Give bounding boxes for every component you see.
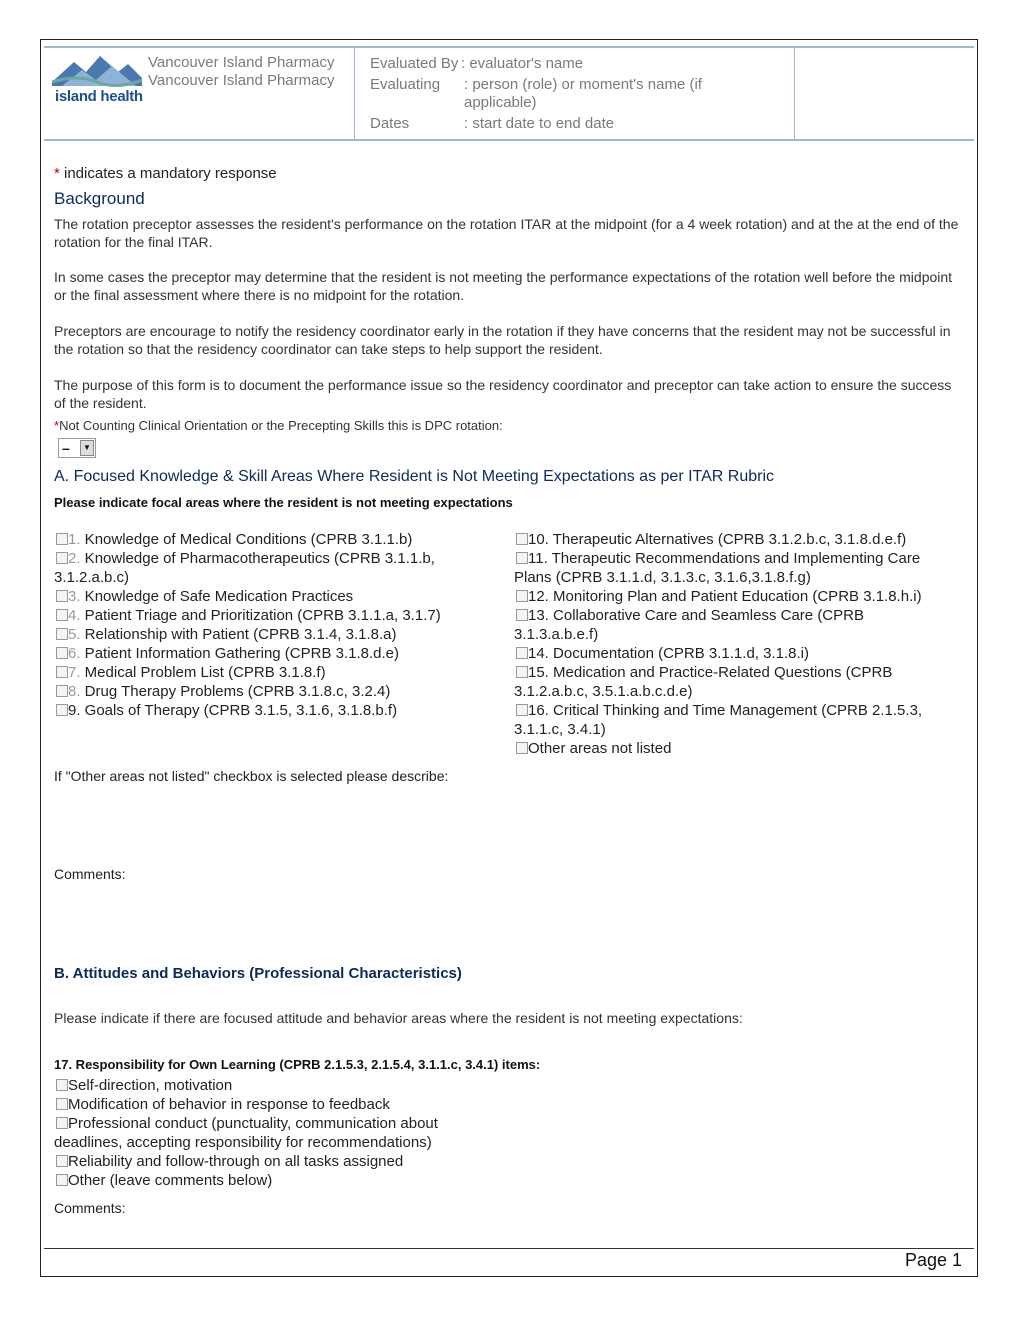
required-star: * bbox=[54, 165, 60, 182]
checkbox[interactable] bbox=[56, 590, 68, 602]
item-label: 15. Medication and Practice-Related Questions (CPRB bbox=[528, 664, 893, 681]
checkbox[interactable] bbox=[56, 533, 68, 545]
footer-rule bbox=[44, 1248, 974, 1249]
item-label: Reliability and follow-through on all tasks assigned bbox=[68, 1153, 404, 1170]
item-label: 16. Critical Thinking and Time Management (CPRB 2.1.5.3, bbox=[528, 702, 923, 719]
comments-label: Comments: bbox=[54, 1200, 126, 1216]
item-label-continued: 3.1.1.c, 3.4.1) bbox=[514, 721, 606, 738]
item-label: 11. Therapeutic Recommendations and Implementing Care bbox=[528, 550, 921, 567]
other-areas-prompt: If "Other areas not listed" checkbox is selected please describe: bbox=[54, 768, 449, 784]
item-label: 13. Collaborative Care and Seamless Care (CPRB bbox=[528, 607, 864, 624]
checkbox[interactable] bbox=[56, 1079, 68, 1091]
checkbox[interactable] bbox=[56, 609, 68, 621]
header-divider bbox=[354, 48, 355, 139]
list-item[interactable] bbox=[56, 530, 412, 549]
header-top-rule bbox=[44, 46, 974, 48]
item-label: Relationship with Patient (CPRB 3.1.4, 3.1.8.a) bbox=[80, 626, 397, 643]
checkbox[interactable] bbox=[56, 685, 68, 697]
dpc-select[interactable] bbox=[58, 438, 96, 458]
background-paragraph: In some cases the preceptor may determine that the resident is not meeting the performance expectations of the rotation well before the midpoint or the final assessment where there is no midpoint for the rotation. bbox=[54, 269, 953, 303]
item-label: 10. Therapeutic Alternatives (CPRB 3.1.2.b.c, 3.1.8.d.e.f) bbox=[528, 531, 907, 548]
item-number: 2. bbox=[68, 550, 81, 567]
list-item[interactable] bbox=[516, 530, 906, 549]
list-item[interactable] bbox=[56, 1095, 390, 1114]
item-label: Patient Information Gathering (CPRB 3.1.8.d.e) bbox=[80, 645, 400, 662]
header-divider bbox=[794, 48, 795, 139]
list-item[interactable] bbox=[56, 682, 390, 701]
list-item[interactable] bbox=[56, 644, 399, 663]
item-label-continued: 3.1.2.a.b.c) bbox=[54, 569, 130, 586]
list-item[interactable] bbox=[56, 1076, 232, 1095]
checkbox[interactable] bbox=[516, 742, 528, 754]
list-item[interactable] bbox=[516, 644, 809, 663]
item-label: 9. Goals of Therapy (CPRB 3.1.5, 3.1.6, 3.1.8.b.f) bbox=[68, 702, 398, 719]
chevron-down-icon[interactable]: ▼ bbox=[80, 440, 94, 456]
item-number: 1. bbox=[68, 531, 81, 548]
page-number: Page 1 bbox=[905, 1250, 963, 1270]
section-a-subtitle: Please indicate focal areas where the resident is not meeting expectations bbox=[54, 495, 513, 510]
checkbox[interactable] bbox=[56, 704, 68, 716]
list-item[interactable] bbox=[56, 606, 441, 625]
list-item[interactable] bbox=[56, 587, 353, 606]
checkbox[interactable] bbox=[56, 1117, 68, 1129]
evaluated-by-label: Evaluated By bbox=[370, 55, 459, 72]
item-label: Other (leave comments below) bbox=[68, 1172, 273, 1189]
q17-title: 17. Responsibility for Own Learning (CPRB 2.1.5.3, 2.1.5.4, 3.1.1.c, 3.4.1) items: bbox=[54, 1057, 541, 1072]
item-number: 6. bbox=[68, 645, 81, 662]
checkbox[interactable] bbox=[516, 704, 528, 716]
list-item[interactable] bbox=[516, 606, 864, 625]
item-label: Knowledge of Safe Medication Practices bbox=[80, 588, 354, 605]
checkbox[interactable] bbox=[56, 628, 68, 640]
dates-label: Dates bbox=[370, 115, 410, 132]
list-item[interactable] bbox=[56, 549, 435, 568]
evaluating-value: : person (role) or moment's name (if applicable) bbox=[464, 76, 702, 111]
item-number: 7. bbox=[68, 664, 81, 681]
item-label: Knowledge of Pharmacotherapeutics (CPRB 3.1.1.b, bbox=[80, 550, 435, 567]
dpc-question bbox=[54, 417, 960, 435]
background-paragraph: The rotation preceptor assesses the resident's performance on the rotation ITAR at the midpoint (for a 4 week rotation) and at the at the end of the rotation for the final ITAR. bbox=[54, 216, 959, 250]
item-label: Self-direction, motivation bbox=[68, 1077, 233, 1094]
item-label-continued: 3.1.2.a.b.c, 3.5.1.a.b.c.d.e) bbox=[514, 683, 693, 700]
item-label: Knowledge of Medical Conditions (CPRB 3.1.1.b) bbox=[80, 531, 413, 548]
dates-value: : start date to end date bbox=[464, 115, 615, 132]
checkbox[interactable] bbox=[56, 1098, 68, 1110]
list-item[interactable] bbox=[56, 625, 397, 644]
item-label: Medical Problem List (CPRB 3.1.8.f) bbox=[80, 664, 326, 681]
checkbox[interactable] bbox=[516, 533, 528, 545]
checkbox[interactable] bbox=[56, 666, 68, 678]
checkbox[interactable] bbox=[56, 647, 68, 659]
list-item[interactable] bbox=[516, 701, 922, 720]
mandatory-note bbox=[54, 165, 277, 183]
checkbox[interactable] bbox=[516, 666, 528, 678]
checkbox[interactable] bbox=[516, 590, 528, 602]
list-item[interactable] bbox=[516, 663, 892, 682]
logo-text: island health bbox=[55, 88, 143, 105]
item-label: Professional conduct (punctuality, communication about bbox=[68, 1115, 438, 1132]
checkbox[interactable] bbox=[516, 647, 528, 659]
checkbox[interactable] bbox=[516, 609, 528, 621]
section-a-title: A. Focused Knowledge & Skill Areas Where Resident is Not Meeting Expectations as per ITAR Rubric bbox=[54, 468, 775, 485]
list-item[interactable] bbox=[56, 1114, 438, 1133]
item-label: Patient Triage and Prioritization (CPRB 3.1.1.a, 3.1.7) bbox=[80, 607, 441, 624]
list-item[interactable] bbox=[56, 1152, 403, 1171]
list-item[interactable] bbox=[56, 701, 397, 720]
org-name: Vancouver Island Pharmacy bbox=[148, 54, 335, 71]
item-label: Other areas not listed bbox=[528, 740, 672, 757]
checkbox[interactable] bbox=[56, 1155, 68, 1167]
item-number: 8. bbox=[68, 683, 81, 700]
item-label-continued: deadlines, accepting responsibility for recommendations) bbox=[54, 1134, 432, 1151]
item-number: 4. bbox=[68, 607, 81, 624]
list-item[interactable] bbox=[516, 739, 671, 758]
evaluating-label: Evaluating bbox=[370, 76, 441, 93]
background-paragraph: The purpose of this form is to document the performance issue so the residency coordinator and preceptor can take action to ensure the success of the resident. bbox=[54, 377, 952, 411]
org-name: Vancouver Island Pharmacy bbox=[148, 72, 335, 89]
mandatory-note-text: indicates a mandatory response bbox=[59, 165, 277, 182]
item-label: Drug Therapy Problems (CPRB 3.1.8.c, 3.2.4) bbox=[80, 683, 391, 700]
item-label: 12. Monitoring Plan and Patient Education (CPRB 3.1.8.h.i) bbox=[528, 588, 922, 605]
section-b-title: B. Attitudes and Behaviors (Professional Characteristics) bbox=[54, 965, 462, 982]
checkbox[interactable] bbox=[56, 552, 68, 564]
checkbox[interactable] bbox=[56, 1174, 68, 1186]
header-bottom-rule bbox=[44, 139, 974, 141]
evaluated-by-value: : evaluator's name bbox=[461, 55, 584, 72]
item-label: Modification of behavior in response to feedback bbox=[68, 1096, 390, 1113]
dpc-select-value: – bbox=[62, 440, 70, 456]
item-label: 14. Documentation (CPRB 3.1.1.d, 3.1.8.i) bbox=[528, 645, 809, 662]
list-item[interactable] bbox=[56, 663, 326, 682]
list-item[interactable] bbox=[516, 587, 922, 606]
item-label-continued: Plans (CPRB 3.1.1.d, 3.1.3.c, 3.1.6,3.1.8.f.g) bbox=[514, 569, 811, 586]
item-label-continued: 3.1.3.a.b.e.f) bbox=[514, 626, 599, 643]
comments-label: Comments: bbox=[54, 866, 126, 882]
required-star: * bbox=[54, 418, 60, 433]
dpc-question-text: Not Counting Clinical Orientation or the Precepting Skills this is DPC rotation: bbox=[59, 418, 503, 433]
background-paragraph: Preceptors are encourage to notify the residency coordinator early in the rotation if they have concerns that the resident may not be successful in the rotation so that the residency coordinator can take steps to help support the resident. bbox=[54, 323, 951, 357]
list-item[interactable] bbox=[56, 1171, 272, 1190]
list-item[interactable] bbox=[516, 549, 920, 568]
background-title: Background bbox=[54, 189, 145, 208]
item-number: 3. bbox=[68, 588, 81, 605]
section-b-intro: Please indicate if there are focused attitude and behavior areas where the resident is not meeting expectations: bbox=[54, 1010, 743, 1026]
item-number: 5. bbox=[68, 626, 81, 643]
checkbox[interactable] bbox=[516, 552, 528, 564]
